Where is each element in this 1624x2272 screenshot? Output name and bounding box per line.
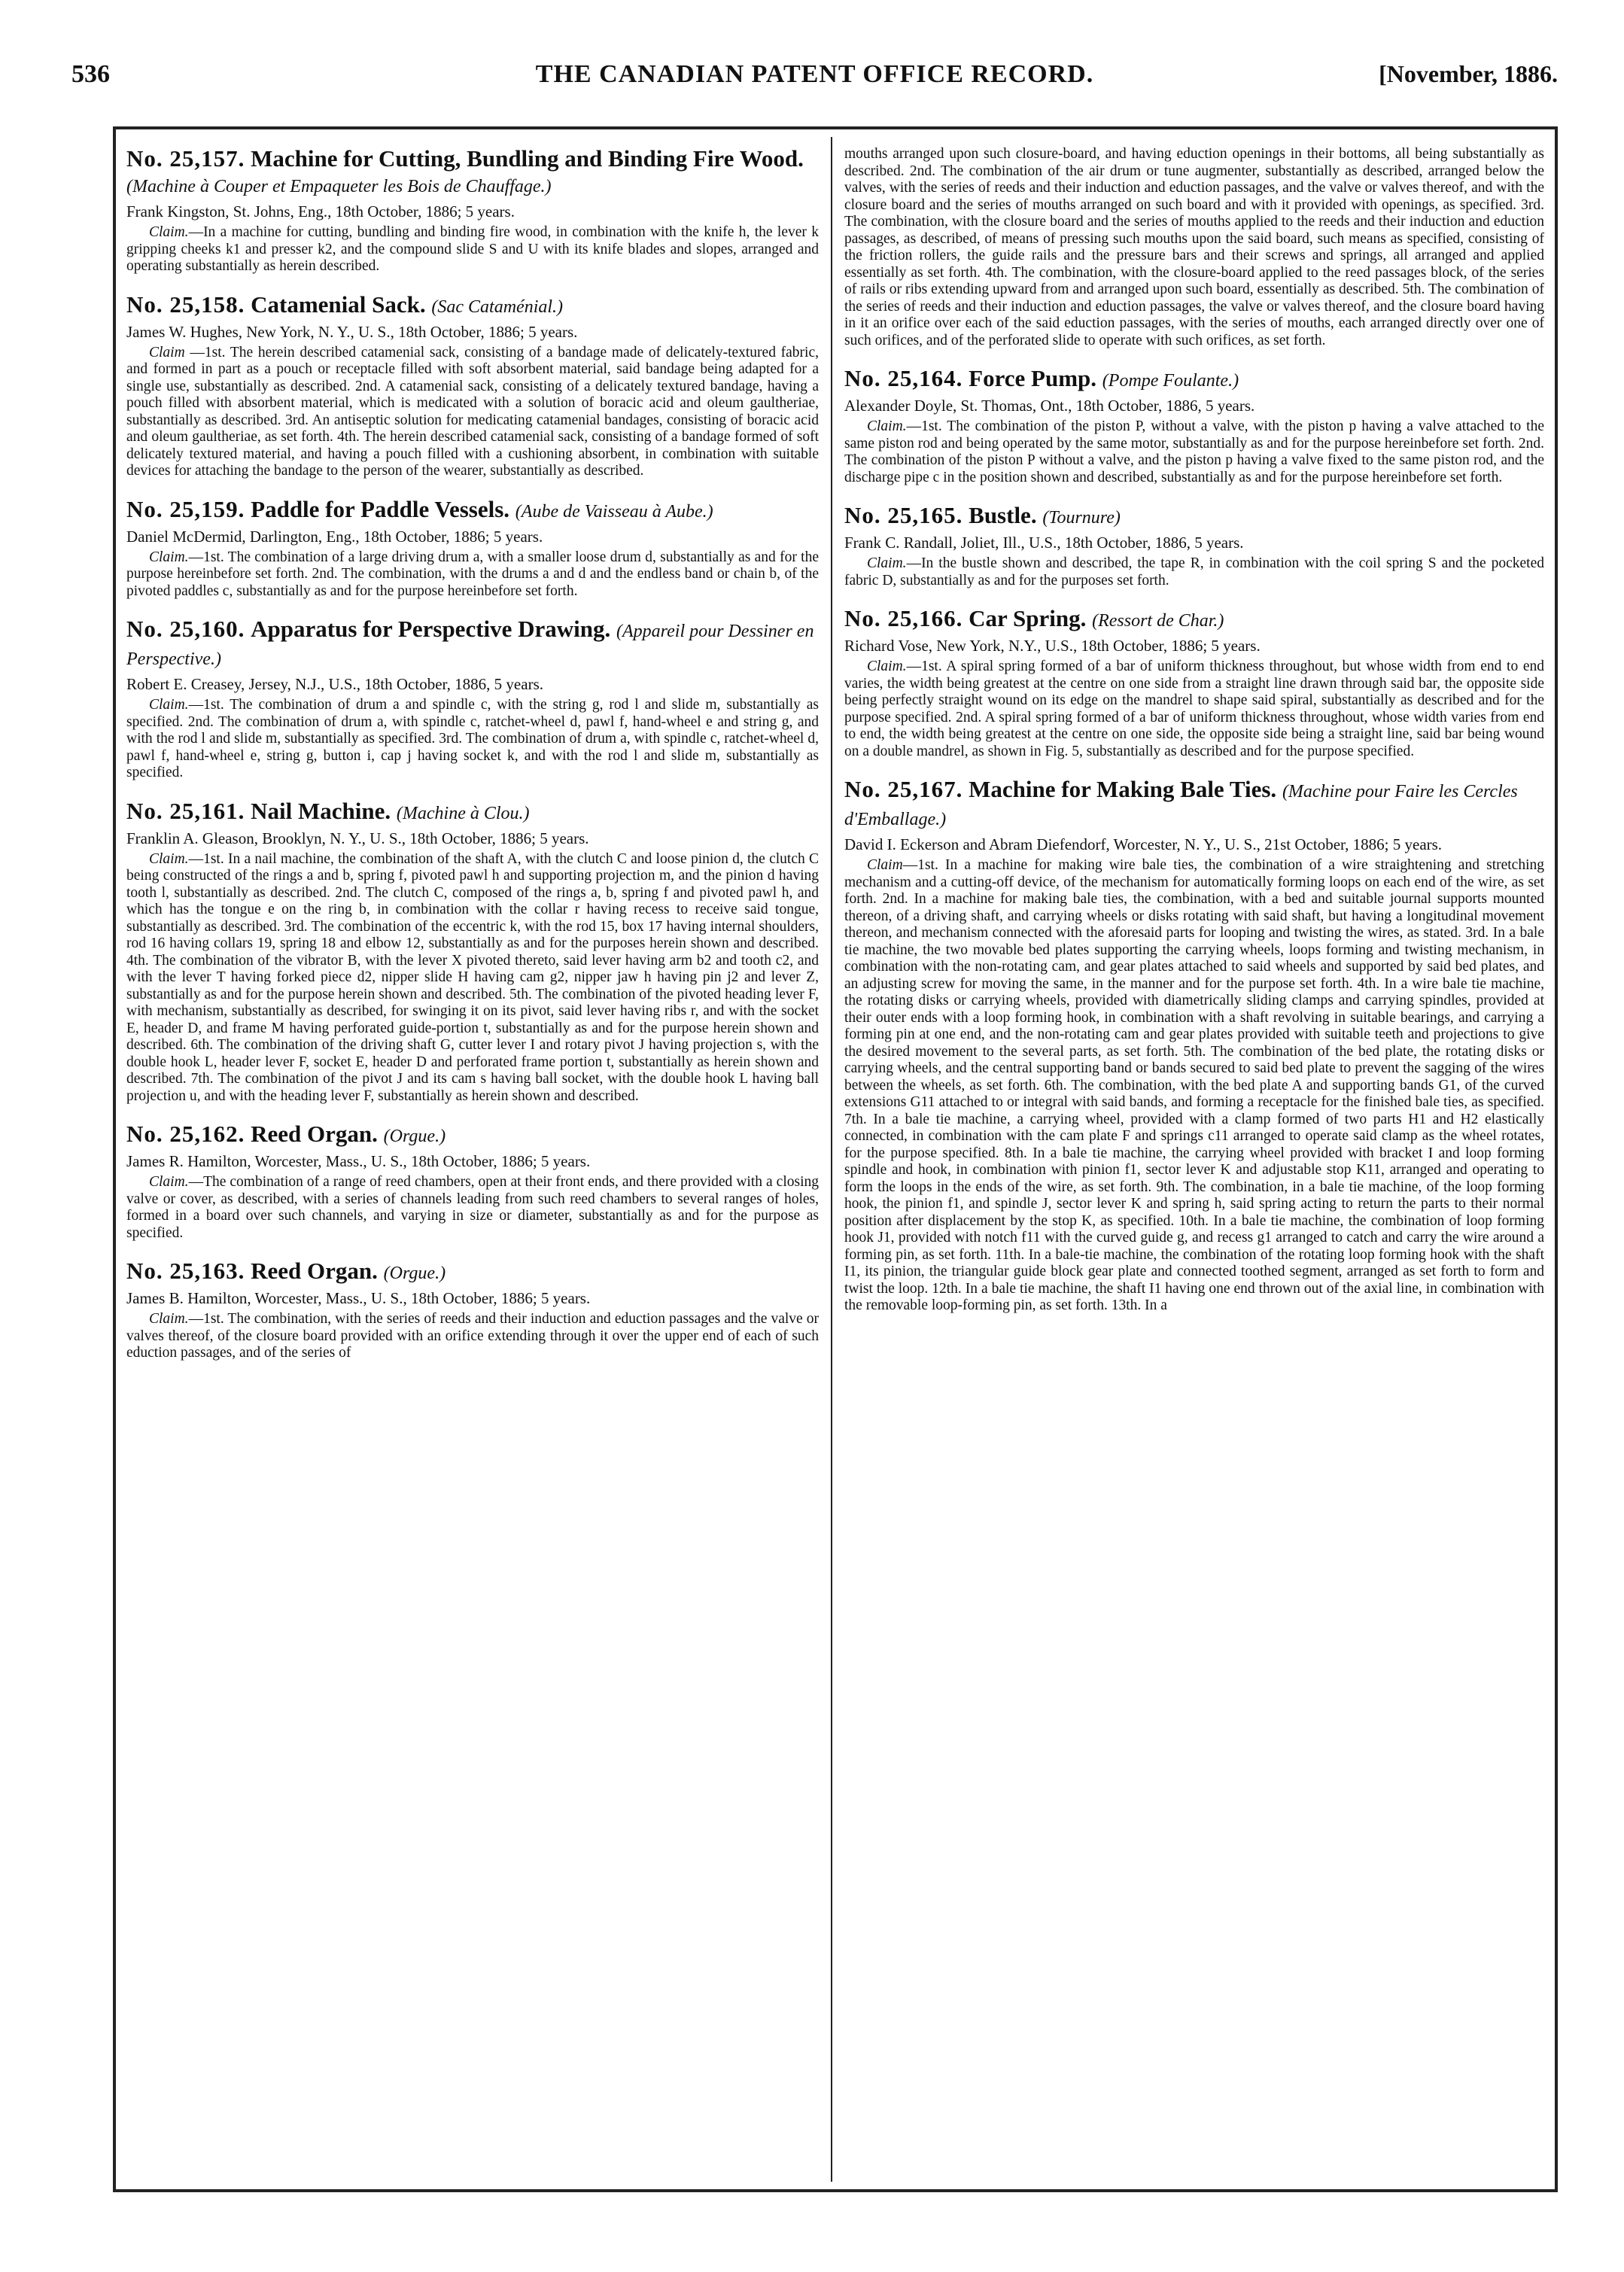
- patent-title: Bustle.: [969, 502, 1037, 528]
- claim-body: —In a machine for cutting, bundling and binding fire wood, in combination with the knife h, the lever k gripping cheeks k1 and presser k2, and the compound slide S and U with its knife blades and slopes, arranged and operating substantially as herein described.: [126, 224, 819, 274]
- entry-heading: [126, 146, 819, 199]
- entry-heading: [126, 1258, 819, 1286]
- patent-entry: [126, 1121, 819, 1242]
- inventor-line: Frank Kingston, St. Johns, Eng., 18th October, 1886; 5 years.: [126, 202, 515, 221]
- continued-claim-text: mouths arranged upon such closure-board, and having eduction openings in their bottoms, all being substantially as described. 2nd. The combination of the air drum or tune augmenter, substantially as described, arranged below the valves, with the series of reeds and their induction and eduction passages, and the valve or valves thereof, and with the closure board and the series of mouths arranged on such board and with it provided with openings, as specified. 3rd. The combination, with the closure board and the series of mouths applied to the reeds and their induction and eduction passages, as described, of means of pressing such mouths upon the said board, such means as specified, consisting of the friction rollers, the guide rails and the pressure bars and their screws and springs, all arranged and applied essentially as set forth. 4th. The combination, with the closure-board applied to the reed passages block, of the series of rails or ribs extending upward from and arranged upon such board, essentially as described. 5th. The combination of the series of reeds and their induction and eduction passages, the valve or valves thereof, and the closure board having in it an orifice over each of the said eduction passages, with the series of mouths, each arranged directly over one of such orifices, and of the perforated slide to operate with such orifices, as set forth.: [844, 146, 1544, 348]
- french-title: (Aube de Vaisseau à Aube.): [515, 501, 713, 522]
- entry-heading: [126, 616, 819, 672]
- journal-title: THE CANADIAN PATENT OFFICE RECORD.: [535, 60, 1094, 88]
- inventor-line: David I. Eckerson and Abram Diefendorf, Worcester, N. Y., U. S., 21st October, 1886; 5 years.: [844, 835, 1443, 853]
- patent-entry: [126, 292, 819, 480]
- patent-entry: [126, 616, 819, 782]
- claim-body: —1st. In a nail machine, the combination of the shaft A, with the clutch C and loose pinion d, the clutch C being constructed of the rings a and b, spring f, pivoted pawl h and supporting projection m, and the pinion d having tooth l, substantially as described. 2nd. The clutch C, composed of the rings a, b, spring f and pivoted pawl h, and which has the tongue e on the ring b, in combination with the collar r having recess to receive said tongue, substantially as described. 3rd. The combination of the eccentric k, with the rod 15, box 17 having internal shoulders, rod 16 having collars 19, spring 18 and elbow 12, substantially as and for the purposes herein shown and described. 4th. The combination of the vibrator B, with the lever X pivoted thereto, said lever having arm b2 and tooth c2, and with the lever T having forked piece d2, nipper slide H having cam g2, nipper jaw h having pin j2 and lever Z, substantially as and for the purpose herein shown and described. 5th. The combination of the pivoted heading lever F, with mechanism, substantially as described, for swinging it on its pivot, said lever having ribs r, and with the socket E, header D, and frame M having perforated guide-portion t, substantially as and for the purpose herein shown and described. 6th. The combination of the driving shaft G, cutter lever I and rotary pivot J having projection s, with the double hook L, header lever F, socket E, header D and perforated frame portion t, substantially as herein shown and described. 7th. The combination of the pivot J and its cam s having ball socket, with the double hook L having ball projection u, and with the heading lever F, substantially as herein shown and described.: [126, 850, 819, 1104]
- patent-entry: [126, 1258, 819, 1362]
- patent-title: Machine for Cutting, Bundling and Binding Fire Wood.: [251, 146, 804, 172]
- inventor-line: Frank C. Randall, Joliet, Ill., U.S., 18th October, 1886, 5 years.: [844, 534, 1244, 552]
- patent-entry: [126, 146, 819, 275]
- patent-number: No. 25,161.: [126, 797, 245, 824]
- patent-title: Apparatus for Perspective Drawing.: [251, 616, 611, 642]
- patent-title: Machine for Making Bale Ties.: [969, 776, 1277, 802]
- claim-label: Claim.: [149, 850, 189, 867]
- claim-body: —1st. In a machine for making wire bale ties, the combination of a wire straightening and stretching mechanism and a cutting-off device, of the mechanism for automatically forming loops on each end of the wire, as set forth. 2nd. In a machine for making bale ties, the combination, with a bed and suitable journal supports mounted thereon, of a driving shaft, and carrying wheels or disks rotating with said shaft, but having a longitudinal movement thereon, and mechanism connected with the aforesaid parts for looping and twisting the wires, as stated. 3rd. In a bale tie machine, the two movable bed plates supporting the carrying wheels, loops forming and twisting mechanism, in combination with the non-rotating cam, and gear plates attached to said wheels and supported by said bed plates, and an adjusting screw for moving the same, in the manner and for the purpose set forth. 4th. In a wire bale tie machine, the rotating disks or carrying wheels, provided with diametrically sliding clamps and carrying spindles, provided at their outer ends with a loop forming hook, in combination with a shaft revolving in suitable bearings, and carrying a forming pin at one end, and the non-rotating cam and gear plates provided with suitable teeth and projections to give the desired movement to the several parts, as set forth. 5th. The combination of the bed plate, the rotating disks or carrying wheels, and the central supporting band or bands secured to said bed plate to prevent the sagging of the wires between the wheels, as set forth. 6th. The combination, with the bed plate A and supporting bands G1, of the curved extensions G11 attached to or integral with said bands, and forming a receptacle for the finished bale ties, as specified. 7th. In a bale tie machine, a carrying wheel, provided with a clamp formed of two parts H1 and H2 elastically connected, in combination with the cam plate F and springs c11 arranged to operate said clamp as the wheel rotates, for the purpose specified. 8th. In a bale tie machine, the carrying wheel provided with bracket I and loop forming spindle and hook, in combination with pinion f1, sector lever K and adjustable stop K11, arranged and operating to form the loops in the ends of the wire, as set forth. 9th. The combination, in a bale tie machine, of the loop forming hook, the pinion f1, and spindle J, sector lever K and spring h, said spring acting to return the parts to their normal position after displacement by the stop K, as specified. 10th. In a bale tie machine, the combination of loop forming hook J1, provided with notch f11 with the curved guide g, and recess g1 arranged to catch and carry the wire around a forming pin, as set forth. 11th. In a bale-tie machine, the combination of the rotating loop forming hook with the shaft I1, its pinion, the triangular guide block gear plate and connected toothed segment, arranged as set forth to form and twist the loop. 12th. In a bale tie machine, the shaft I1 having one end thrown out of the axial line, in combination with the removable loop-forming pin, as set forth. 13th. In a: [844, 857, 1544, 1313]
- french-title: (Machine à Couper et Empaqueter les Bois de Chauffage.): [126, 177, 552, 196]
- entry-heading: [126, 1121, 819, 1149]
- patent-title: Paddle for Paddle Vessels.: [251, 495, 510, 522]
- claim-text: [844, 857, 1544, 1315]
- claim-text: [126, 1311, 819, 1362]
- entry-heading: [844, 503, 1544, 531]
- claim-body: —1st. The combination of a large driving drum a, with a smaller loose drum d, substantially as and for the purpose hereinbefore set forth. 2nd. The combination, with the drums a and d and the endless band or chain b, of the pivoted paddles c, substantially as and for the purpose hereinbefore set forth.: [126, 549, 819, 599]
- claim-label: Claim.: [149, 549, 189, 565]
- patent-number: No. 25,160.: [126, 616, 245, 642]
- inventor-line: James B. Hamilton, Worcester, Mass., U. S., 18th October, 1886; 5 years.: [126, 1289, 591, 1307]
- claim-text: [126, 549, 819, 601]
- patent-title: Nail Machine.: [251, 797, 391, 824]
- patent-entry: [126, 798, 819, 1106]
- french-title: (Machine à Clou.): [396, 803, 530, 823]
- french-title: (Orgue.): [383, 1127, 446, 1146]
- inventor-line: Richard Vose, New York, N.Y., U.S., 18th October, 1886; 5 years.: [844, 637, 1261, 655]
- inventor-line: James R. Hamilton, Worcester, Mass., U. S., 18th October, 1886; 5 years.: [126, 1152, 591, 1170]
- patent-title: Car Spring.: [969, 605, 1087, 631]
- claim-body: —1st. The herein described catamenial sack, consisting of a bandage made of delicately-textured fabric, and formed in part as a pouch or receptacle filled with soft absorbent material, said bandage being adapted for a single use, substantially as described. 2nd. A catamenial sack, consisting of a delicately textured bandage, having a pouch filled with absorbent material, which is medicated with a solution of boracic acid and oleum gaultheriae, substantially as described. 3rd. An antiseptic solution for medicating catamenial bandages, consisting of boracic acid and oleum gaultheriae, as set forth. 4th. The herein described catamenial sack, consisting of a bandage formed of soft delicately textured material, and having a pouch filled with a cushioning absorbent, in combination with suitable devices for attaching the bandage to the person of the wearer, substantially as described.: [126, 344, 819, 479]
- patent-entry: [844, 503, 1544, 589]
- patent-number: No. 25,167.: [844, 776, 963, 802]
- claim-label: Claim: [149, 344, 185, 360]
- claim-text: [126, 851, 819, 1106]
- entry-heading: [126, 292, 819, 320]
- patent-number: No. 25,158.: [126, 290, 245, 318]
- claim-body: —1st. The combination of drum a and spindle c, with the string g, rod l and slide m, substantially as specified. 2nd. The combination of drum a, with spindle c, ratchet-wheel d, pawl f, hand-wheel e and string g, and with the rod l and slide m, substantially as specified. 3rd. The combination of drum a, with spindle c, ratchet-wheel d, pawl f, hand-wheel e, string g, button i, cap j having socket k, and with the rod l and slide m, substantially as specified.: [126, 697, 819, 780]
- inventor-line: Robert E. Creasey, Jersey, N.J., U.S., 18th October, 1886, 5 years.: [126, 675, 543, 693]
- claim-body: —1st. The combination of the piston P, without a valve, with the piston p having a valve attached to the same piston rod and being operated by the same motor, substantially as and for the purpose hereinbefore set forth. 2nd. The combination of the piston P without a valve, and the piston p having a valve fixed to the same piston rod, and the discharge pipe c in the position shown and described, substantially as and for the purpose hereinbefore set forth.: [844, 418, 1544, 485]
- patent-entry: [844, 366, 1544, 486]
- page-number: 536: [71, 60, 110, 88]
- patent-title: Reed Organ.: [251, 1258, 378, 1284]
- patent-entry: [126, 497, 819, 601]
- french-title: (Machine pour Faire les Cercles d'Emballage.): [844, 782, 1518, 829]
- entry-heading: [844, 777, 1544, 832]
- patent-number: No. 25,157.: [126, 146, 245, 172]
- inventor-line: Alexander Doyle, St. Thomas, Ont., 18th October, 1886, 5 years.: [844, 397, 1255, 415]
- patent-number: No. 25,166.: [844, 605, 963, 631]
- french-title: (Orgue.): [383, 1264, 446, 1283]
- entry-heading: [844, 366, 1544, 394]
- claim-body: —In the bustle shown and described, the tape R, in combination with the coil spring S and the pocketed fabric D, substantially as and for the purposes set forth.: [844, 555, 1544, 589]
- claim-label: Claim.: [149, 1174, 189, 1190]
- left-column: [126, 146, 819, 2176]
- claim-text: [126, 1174, 819, 1242]
- patent-title: Reed Organ.: [251, 1121, 378, 1147]
- claim-label: Claim.: [867, 418, 907, 434]
- right-column: [844, 146, 1544, 2176]
- patent-entry: [844, 777, 1544, 1315]
- page-header: [71, 60, 1558, 105]
- entry-heading: [844, 606, 1544, 634]
- claim-label: Claim.: [149, 224, 189, 240]
- inventor-line: Daniel McDermid, Darlington, Eng., 18th October, 1886; 5 years.: [126, 527, 543, 546]
- entry-heading: [126, 798, 819, 826]
- claim-body: —1st. A spiral spring formed of a bar of uniform thickness throughout, but whose width from end to end varies, the width being greatest at the centre on one side from a straight line drawn through said bar, the opposite side being perfectly straight wound on its edge on the mandrel to shape said spiral, substantially as described and for the purpose specified. 2nd. A spiral spring formed of a bar of uniform thickness throughout, whose width varies from end to end, the width being greatest at the centre on one side, the opposite side being a straight line, said bar being wound on a double mandrel, as shown in Fig. 5, substantially as described and for the purpose specified.: [844, 658, 1544, 759]
- french-title: (Tournure): [1042, 508, 1121, 528]
- patent-number: No. 25,159.: [126, 495, 245, 522]
- claim-text: [844, 418, 1544, 486]
- claim-body: —1st. The combination, with the series of reeds and their induction and eduction passages and the valve or valves thereof, of the closure board provided with an orifice extending through it over the upper end of each of such eduction passages, and of the series of: [126, 1311, 819, 1361]
- patent-number: No. 25,165.: [844, 502, 963, 528]
- issue-date: [November, 1886.: [1379, 60, 1558, 87]
- page-frame: [113, 126, 1558, 2192]
- french-title: (Pompe Foulante.): [1102, 371, 1239, 391]
- patent-number: No. 25,163.: [126, 1258, 245, 1284]
- french-title: (Sac Cataménial.): [431, 297, 564, 317]
- patent-title: Force Pump.: [969, 365, 1097, 391]
- claim-text: [126, 345, 819, 480]
- patent-title: Catamenial Sack.: [251, 290, 426, 318]
- inventor-line: Franklin A. Gleason, Brooklyn, N. Y., U. S., 18th October, 1886; 5 years.: [126, 829, 589, 847]
- claim-body: —The combination of a range of reed chambers, open at their front ends, and there provided with a closing valve or cover, as described, with a series of channels leading from such reed chambers to several ranges of holes, formed in a board over such channels, and varying in size or diameter, substantially as and for the purpose as specified.: [126, 1174, 819, 1241]
- claim-text: [844, 555, 1544, 589]
- patent-number: No. 25,164.: [844, 365, 963, 391]
- claim-label: Claim.: [867, 658, 907, 674]
- column-divider: [831, 137, 832, 2182]
- inventor-line: James W. Hughes, New York, N. Y., U. S., 18th October, 1886; 5 years.: [126, 322, 578, 341]
- patent-entry: [844, 606, 1544, 760]
- french-title: (Ressort de Char.): [1092, 611, 1224, 631]
- claim-label: Claim.: [149, 1311, 189, 1327]
- french-title: (Appareil pour Dessiner en Perspective.): [126, 622, 814, 669]
- claim-text: [126, 224, 819, 275]
- claim-label: Claim: [867, 857, 903, 873]
- patent-number: No. 25,162.: [126, 1121, 245, 1147]
- claim-label: Claim.: [149, 697, 189, 713]
- claim-label: Claim.: [867, 555, 907, 571]
- entry-heading: [126, 497, 819, 525]
- claim-text: [126, 697, 819, 782]
- claim-text: [844, 658, 1544, 760]
